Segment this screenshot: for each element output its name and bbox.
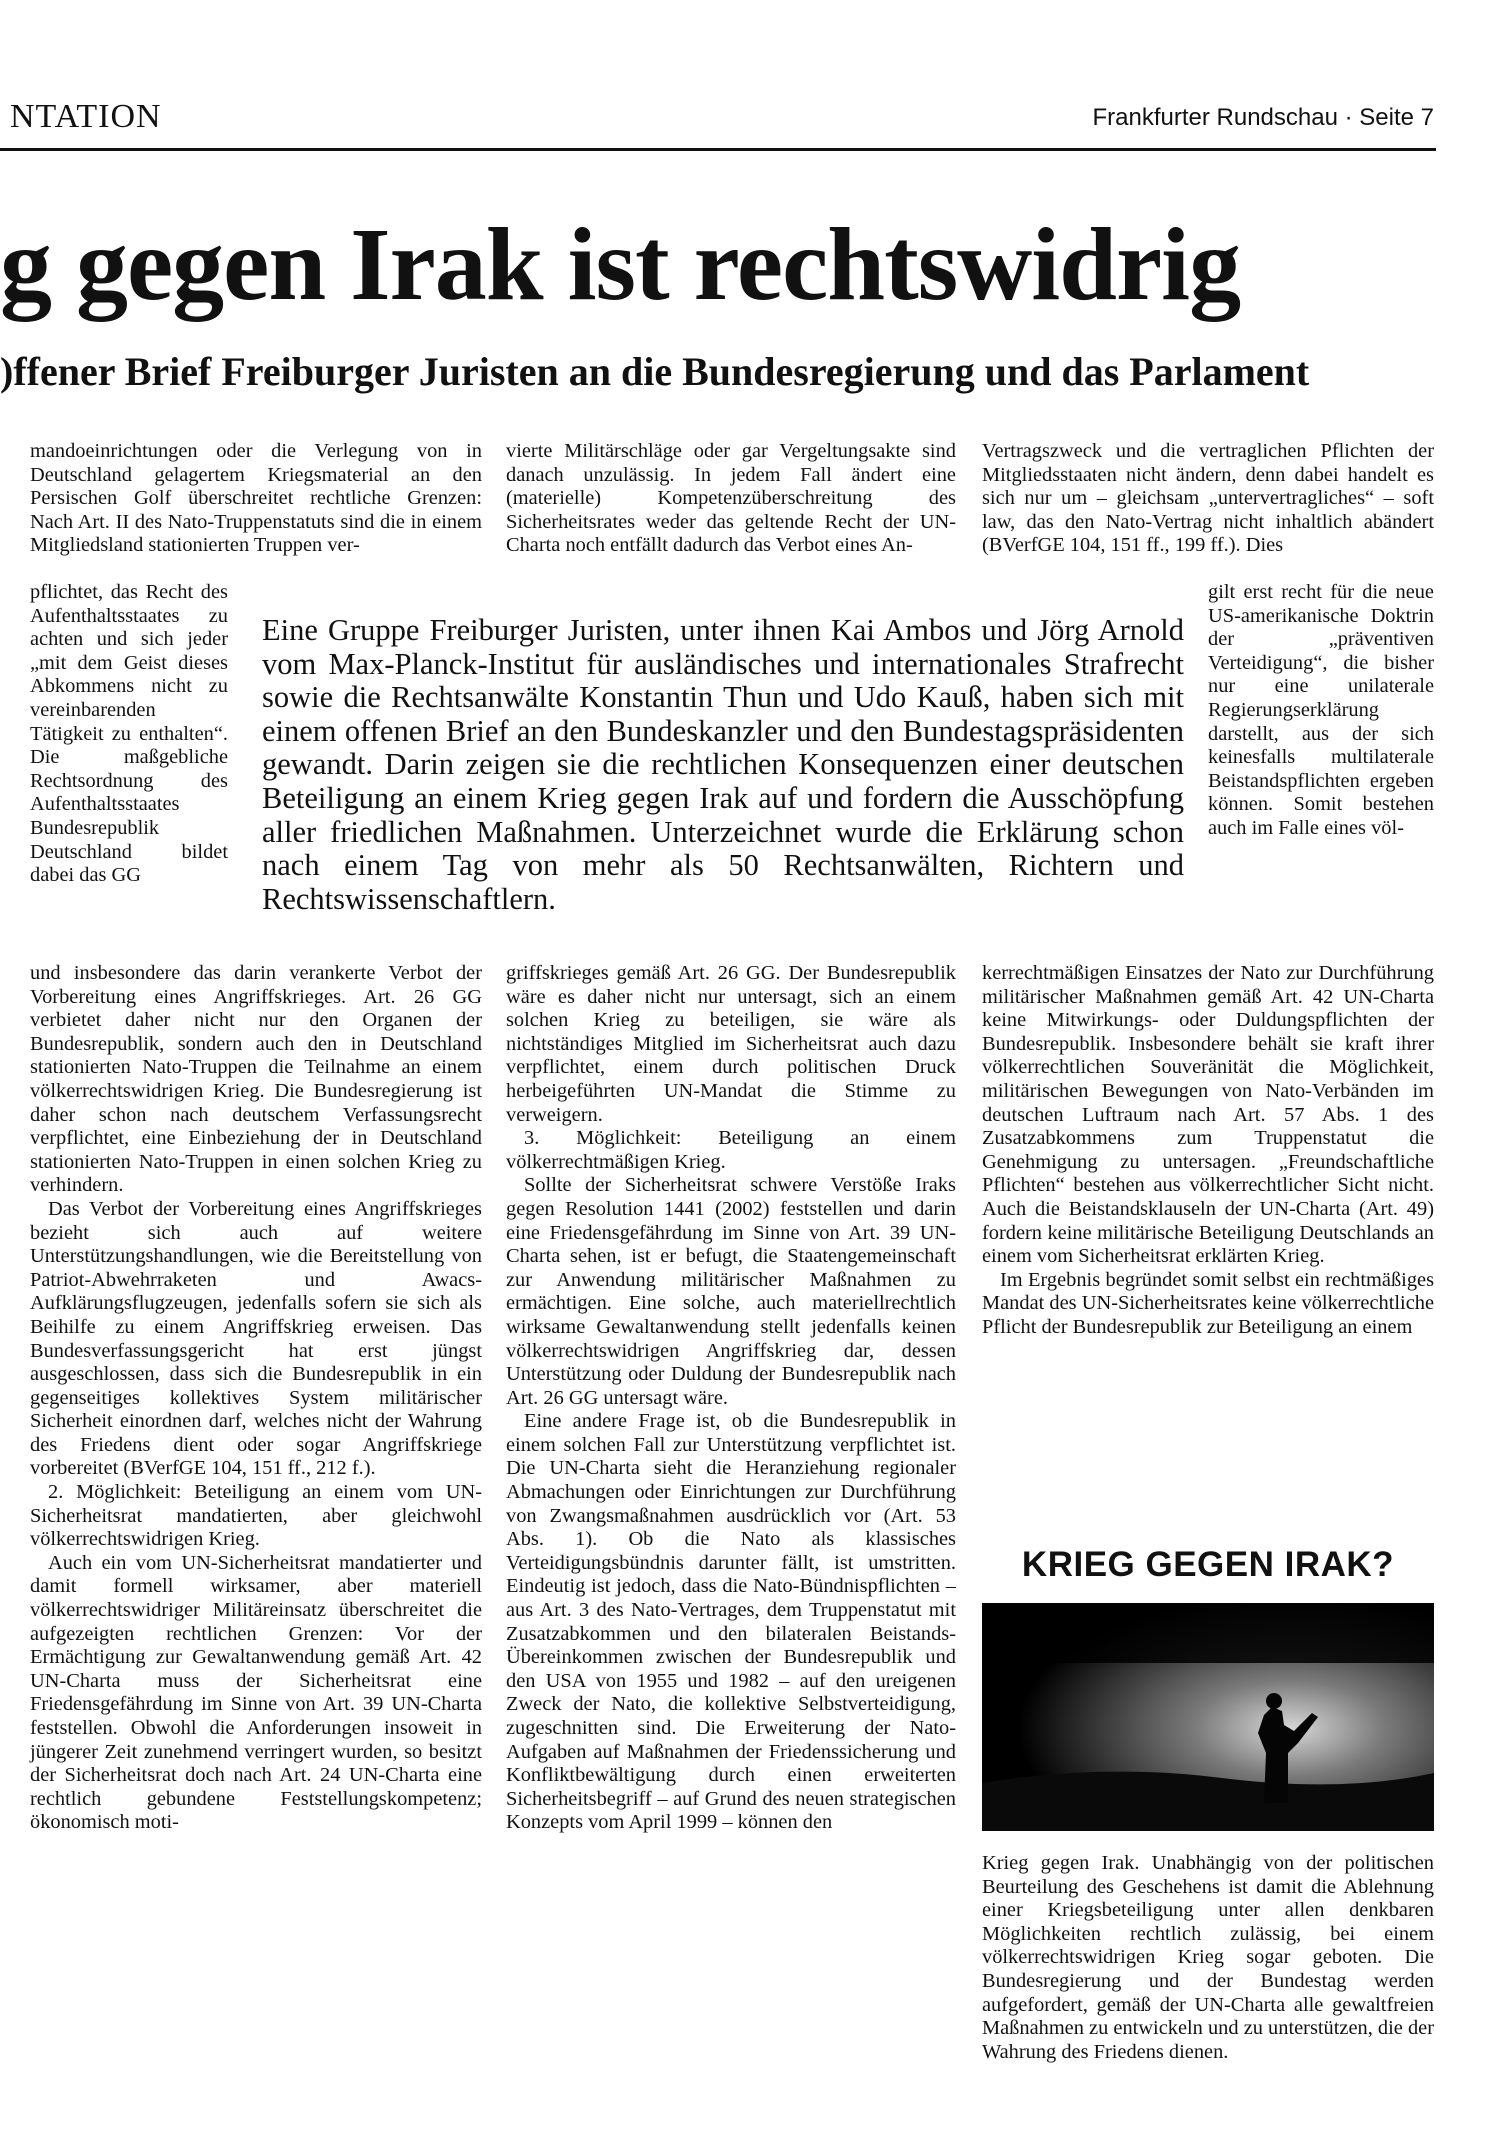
column-1-body: [30, 962, 482, 1835]
column-3-top: [982, 440, 1434, 558]
intro-lead: Eine Gruppe Freiburger Juristen, unter ihnen Kai Ambos und Jörg Arnold vom Max-Planck-Institut für ausländisches und internationales Strafrecht sowie die Rechtsanwälte Konstantin Thun und Udo Kauß, haben sich mit einem offenen Brief an den Bundeskanzler und den Bundestagspräsidenten gewandt. Darin zeigen sie die rechtlichen Konsequenzen einer deutschen Beteiligung an einem Krieg gegen Irak auf und fordern die Ausschöpfung aller friedlichen Maßnahmen. Unterzeichnet wurde die Erklärung schon nach einem Tag von mehr als 50 Rechtsanwälten, Richtern und Rechtswissenschaftlern.: [262, 613, 1184, 916]
paragraph: und insbesondere das darin verankerte Verbot der Vorbereitung eines Angriffskrieges. Art. 26 GG verbietet daher nicht nur den Organen der Bundesrepublik, sondern auch den in Deutschland stationierten Nato-Truppen die Teilnahme an einem völkerrechtswidrigen Krieg. Die Bundesregierung ist daher schon nach deutschem Verfassungsrecht verpflichtet, eine Einbeziehung der in Deutschland stationierten Nato-Truppen in einen solchen Krieg zu verhindern.: [30, 962, 482, 1197]
section-label: NTATION: [10, 98, 162, 135]
subheadline: )ffener Brief Freiburger Juristen an die Bundesregierung und das Parlament: [0, 349, 1310, 394]
paragraph: Das Verbot der Vorbereitung eines Angriffskrieges bezieht sich auch auf weitere Unterstützungshandlungen, wie die Bereitstellung von Patriot-Abwehrraketen und Awacs-Aufklärungsflugzeugen, jedenfalls sofern sie sich als Beihilfe zu einem Angriffskrieg erweisen. Das Bundesverfassungsgericht hat erst jüngst ausgeschlossen, dass sich die Bundesrepublik in ein gegenseitiges kollektives System militärischer Sicherheit einordnen darf, welches nicht der Wahrung des Friedens dient oder sogar Angriffskriege vorbereitet (BVerfGE 104, 151 ff., 212 f.).: [30, 1197, 482, 1480]
headline: g gegen Irak ist rechtswidrig: [0, 207, 1241, 322]
paragraph: 2. Möglichkeit: Beteiligung an einem vom UN-Sicherheitsrat mandatierten, aber gleichwohl völkerrechtswidrigen Krieg.: [30, 1481, 482, 1551]
paragraph: Auch ein vom UN-Sicherheitsrat mandatierter und damit formell wirksamer, aber materiell völkerrechtswidriger Militäreinsatz überschreitet die aufgezeigten rechtlichen Grenzen: Vor der Ermächtigung zur Gewaltanwendung gemäß Art. 42 UN-Charta muss der Sicherheitsrat eine Friedensgefährdung im Sinne von Art. 39 UN-Charta feststellen. Obwohl die Anforderungen insoweit in jüngerer Zeit zunehmend verringert wurden, so besitzt der Sicherheitsrat doch nach Art. 24 UN-Charta eine rechtlich gebundene Feststellungskompetenz; ökonomisch moti-: [30, 1551, 482, 1834]
column-2-top: [506, 440, 956, 558]
box-caption: Krieg gegen Irak. Unabhängig von der politischen Beurteilung des Geschehens ist damit die Ablehnung einer Kriegsbeteiligung unter allen denkbaren Möglichkeiten rechtlich zulässig, bei einem völkerrechtswidrigen Krieg sogar geboten. Die Bundesregierung und der Bundestag werden aufgefordert, gemäß der UN-Charta alle gewaltfreien Maßnahmen zu entwickeln und zu unterstützen, die der Wahrung des Friedens dienen.: [982, 1852, 1434, 2063]
column-text: vierte Militärschläge oder gar Vergeltungsakte sind danach unzulässig. In jedem Fall ändert eine (materielle) Kompetenzüberschreitung des Sicherheitsrates weder das geltende Recht der UN-Charta noch entfällt dadurch das Verbot eines An-: [506, 440, 956, 557]
column-text: Vertragszweck und die vertraglichen Pflichten der Mitgliedsstaaten nicht ändern, denn dabei handelt es sich nur um – gleichsam „untervertragliches“ – soft law, das den Nato-Vertrag nicht inhaltlich abändert (BVerfGE 104, 151 ff., 199 ff.). Dies: [982, 440, 1434, 557]
header-rule: [0, 148, 1436, 151]
column-1-top: [30, 440, 482, 558]
box-heading: KRIEG GEGEN IRAK?: [1021, 1545, 1395, 1584]
paragraph: kerrechtmäßigen Einsatzes der Nato zur Durchführung militärischer Maßnahmen gemäß Art. 42 UN-Charta keine Mitwirkungs- oder Duldungspflichten der Bundesrepublik. Insbesondere behält sie kraft ihrer völkerrechtlichen Souveränität die Möglichkeit, militärischen Bewegungen von Nato-Verbänden im deutschen Luftraum nach Art. 57 Abs. 1 des Zusatzabkommens zum Truppenstatut die Genehmigung zu untersagen. „Freundschaftliche Pflichten“ bestehen aus völkerrechtlicher Sicht nicht. Auch die Beistandsklauseln der UN-Charta (Art. 49) fordern keine militärische Beteiligung Deutschlands an einem vom Sicherheitsrat erklärten Krieg.: [982, 962, 1434, 1268]
column-3-body: [982, 962, 1434, 1340]
soldier-silhouette-image: [982, 1603, 1434, 1831]
paragraph: Eine andere Frage ist, ob die Bundesrepublik in einem solchen Fall zur Unterstützung verpflichtet ist. Die UN-Charta sieht die Heranziehung regionaler Abmachungen oder Einrichtungen zur Durchführung von Zwangsmaßnahmen ausdrücklich vor (Art. 53 Abs. 1). Ob die Nato als klassisches Verteidigungsbündnis darunter fällt, ist umstritten. Eindeutig ist jedoch, dass die Nato-Bündnispflichten – aus Art. 3 des Nato-Vertrages, dem Truppenstatut mit Zusatzabkommen und den bilateralen Beistands-Übereinkommen zwischen der Bundesrepublik und den USA von 1955 und 1982 – auf den ureigenen Zweck der Nato, die kollektive Selbstverteidigung, zugeschnitten sind. Die Erweiterung der Nato-Aufgaben auf Maßnahmen der Friedenssicherung und Konfliktbewältigung durch einen erweiterten Sicherheitsbegriff – auf Grund des neuen strategischen Konzepts vom April 1999 – können den: [506, 1410, 956, 1834]
column-text: mandoeinrichtungen oder die Verlegung von in Deutschland gelagertem Kriegsmaterial an den Persischen Golf überschreitet rechtliche Grenzen: Nach Art. II des Nato-Truppenstatuts sind die in einem Mitgliedsland stationierten Truppen ver-: [30, 440, 482, 557]
column-2-body: [506, 962, 956, 1835]
column-1-narrow: pflichtet, das Recht des Aufenthaltsstaates zu achten und sich jeder „mit dem Geist dieses Abkommens nicht zu vereinbarenden Tätigkeit zu enthalten“. Die maßgebliche Rechtsordnung des Aufenthaltsstaates Bundesrepublik Deutschland bildet dabei das GG: [30, 581, 228, 887]
page-info: Frankfurter Rundschau · Seite 7: [1092, 104, 1434, 131]
paragraph: griffskrieges gemäß Art. 26 GG. Der Bundesrepublik wäre es daher nicht nur untersagt, sich an einem solchen Krieg zu beteiligen, sie wäre als nichtständiges Mitglied im Sicherheitsrat auch dazu verpflichtet, einem durch politischen Druck herbeigeführten UN-Mandat die Stimme zu verweigern.: [506, 962, 956, 1126]
paragraph: Im Ergebnis begründet somit selbst ein rechtmäßiges Mandat des UN-Sicherheitsrates keine völkerrechtliche Pflicht der Bundesrepublik zur Beteiligung an einem: [982, 1268, 1434, 1338]
paragraph: 3. Möglichkeit: Beteiligung an einem völkerrechtmäßigen Krieg.: [506, 1127, 956, 1173]
column-3-narrow: gilt erst recht für die neue US-amerikanische Doktrin der „präventiven Verteidigung“, die bisher nur eine unilaterale Regierungserklärung darstellt, aus der sich keinesfalls multilaterale Beistandspflichten ergeben können. Somit bestehen auch im Falle eines völ-: [1208, 581, 1434, 839]
war-photo: [982, 1603, 1434, 1831]
paragraph: Sollte der Sicherheitsrat schwere Verstöße Iraks gegen Resolution 1441 (2002) feststellen und darin eine Friedensgefährdung im Sinne von Art. 39 UN-Charta sehen, ist er befugt, die Staatengemeinschaft zur Anwendung militärischer Maßnahmen zu ermächtigen. Eine solche, auch materiellrechtlich wirksame Gewaltanwendung stellt jedenfalls keinen völkerrechtswidrigen Angriffskrieg dar, dessen Unterstützung oder Duldung der Bundesrepublik nach Art. 26 GG untersagt wäre.: [506, 1174, 956, 1409]
